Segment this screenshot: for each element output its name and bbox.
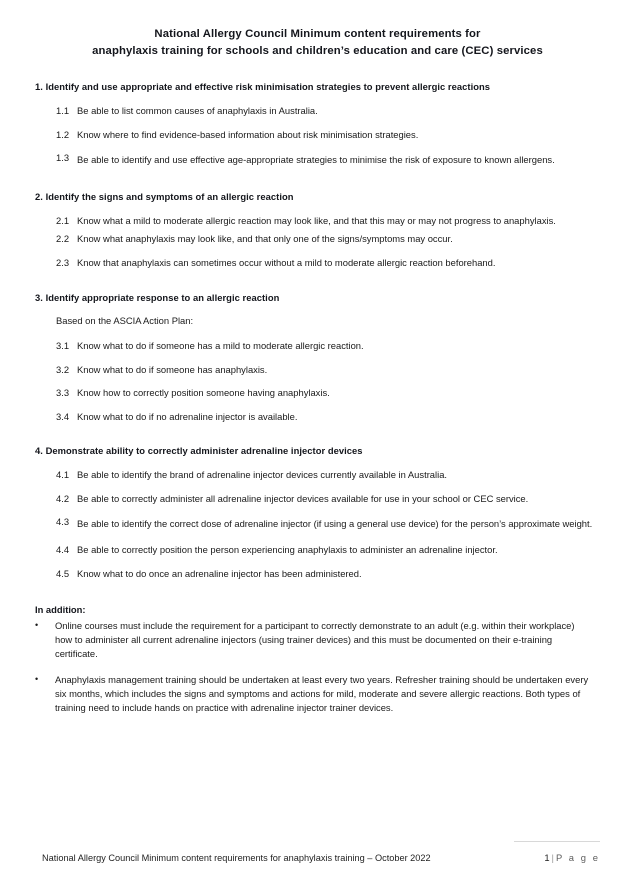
- requirement-text: Know what a mild to moderate allergic reaction may look like, and that this may or may not progress to anaphylaxis.: [77, 214, 556, 226]
- requirement-text: Be able to identify the correct dose of adrenaline injector (if using a general use device) for the person’s approximate weight.: [77, 518, 593, 530]
- page-title-line-1: National Allergy Council Minimum content requirements for: [154, 28, 481, 40]
- page-number: 1: [544, 852, 550, 863]
- section-2: [35, 190, 600, 270]
- requirement-item: [35, 232, 600, 246]
- requirement-item: [35, 492, 600, 506]
- requirement-number: 4.4: [56, 544, 70, 556]
- requirement-item: [35, 363, 600, 377]
- requirement-item: [35, 151, 600, 169]
- page-number-label: [544, 851, 600, 864]
- bullet-icon: •: [35, 674, 39, 685]
- footer-content: [42, 851, 600, 865]
- section-3-intro: Based on the ASCIA Action Plan:: [56, 315, 194, 327]
- section-4-heading: 4. Demonstrate ability to correctly administer adrenaline injector devices: [35, 445, 363, 457]
- requirement-number: 3.4: [56, 410, 70, 422]
- requirement-number: 1.2: [56, 128, 70, 140]
- list-item: [35, 619, 600, 660]
- requirement-number: 2.1: [56, 214, 70, 226]
- requirement-number: 4.2: [56, 492, 70, 504]
- footer-text: National Allergy Council Minimum content requirements for anaphylaxis training – October 2022: [42, 853, 431, 863]
- requirement-text: Be able to identify the brand of adrenaline injector devices currently available in Australia.: [77, 469, 448, 481]
- requirement-item: [35, 410, 600, 424]
- requirement-text: Know where to find evidence-based information about risk minimisation strategies.: [77, 128, 419, 140]
- requirement-text: Know what anaphylaxis may look like, and that only one of the signs/symptoms may occur.: [77, 233, 453, 245]
- requirement-item: [35, 128, 600, 142]
- requirement-item: [35, 214, 600, 228]
- requirement-item: [35, 386, 600, 400]
- page-title-line-2: anaphylaxis training for schools and children’s education and care (CEC) services: [92, 45, 543, 58]
- requirement-number: 3.1: [56, 339, 70, 351]
- requirement-item: [35, 567, 600, 581]
- list-item-text: Anaphylaxis management training should be undertaken at least every two years. Refresher training should be undertaken every six months, which includes the signs and symptoms and actions for mild, moderate and severe allergic reactions. Both types of training need to include hands on practice with adrenaline injector trainer devices.: [55, 674, 589, 713]
- requirement-number: 3.2: [56, 363, 70, 375]
- footer-divider: [514, 841, 600, 842]
- requirement-number: 4.5: [56, 568, 70, 580]
- requirement-number: 4.1: [56, 469, 70, 481]
- page-number-separator: |: [551, 852, 554, 863]
- section-1: [35, 80, 600, 169]
- requirement-text: Be able to list common causes of anaphylaxis in Australia.: [77, 104, 318, 116]
- requirement-text: Know what to do if someone has anaphylaxis.: [77, 363, 268, 375]
- requirement-number: 1.1: [56, 104, 70, 116]
- requirement-item: [35, 468, 600, 482]
- section-spacer: [35, 591, 600, 603]
- requirement-text: Be able to identify and use effective age-appropriate strategies to minimise the risk of exposure to known allergens.: [77, 154, 555, 166]
- requirement-number: 2.3: [56, 257, 70, 269]
- requirement-item: [35, 104, 600, 118]
- list-item-text: Online courses must include the requirement for a participant to correctly demonstrate to an adult (e.g. within their workplace) how to administer all current adrenaline injectors (using trainer devices) and this must be documented on their e-training certificate.: [55, 620, 575, 659]
- in-addition-section: [35, 603, 600, 715]
- section-3-heading: 3. Identify appropriate response to an allergic reaction: [35, 291, 280, 303]
- requirement-item: [35, 339, 600, 353]
- requirement-text: Know what to do if no adrenaline injector is available.: [77, 410, 298, 422]
- requirement-text: Know what to do if someone has a mild to moderate allergic reaction.: [77, 339, 364, 351]
- in-addition-heading: In addition:: [35, 603, 86, 615]
- section-2-heading: 2. Identify the signs and symptoms of an allergic reaction: [35, 191, 294, 203]
- section-4: [35, 444, 600, 580]
- requirement-text: Know how to correctly position someone having anaphylaxis.: [77, 387, 330, 399]
- requirement-item: [35, 515, 600, 533]
- requirement-item: [35, 543, 600, 557]
- requirement-number: 4.3: [56, 516, 70, 528]
- page-word: P a g e: [555, 852, 600, 863]
- requirement-number: 1.3: [56, 152, 70, 164]
- section-1-heading: 1. Identify and use appropriate and effective risk minimisation strategies to prevent allergic reactions: [35, 81, 491, 93]
- requirement-text: Be able to correctly administer all adrenaline injector devices available for use in your school or CEC service.: [77, 492, 529, 504]
- requirement-text: Know what to do once an adrenaline injector has been administered.: [77, 568, 362, 580]
- requirement-text: Be able to correctly position the person experiencing anaphylaxis to administer an adrenaline injector.: [77, 544, 498, 556]
- page-title: [35, 26, 600, 60]
- requirement-item: [35, 256, 600, 270]
- list-item: [35, 673, 600, 714]
- requirement-text: Know that anaphylaxis can sometimes occur without a mild to moderate allergic reaction beforehand.: [77, 257, 496, 269]
- section-spacer: [35, 179, 600, 190]
- bullet-icon: •: [35, 620, 39, 631]
- section-spacer: [35, 280, 600, 291]
- section-3: [35, 291, 600, 424]
- requirement-number: 3.3: [56, 387, 70, 399]
- requirement-number: 2.2: [56, 233, 70, 245]
- page-footer: [0, 829, 629, 887]
- section-spacer: [35, 433, 600, 444]
